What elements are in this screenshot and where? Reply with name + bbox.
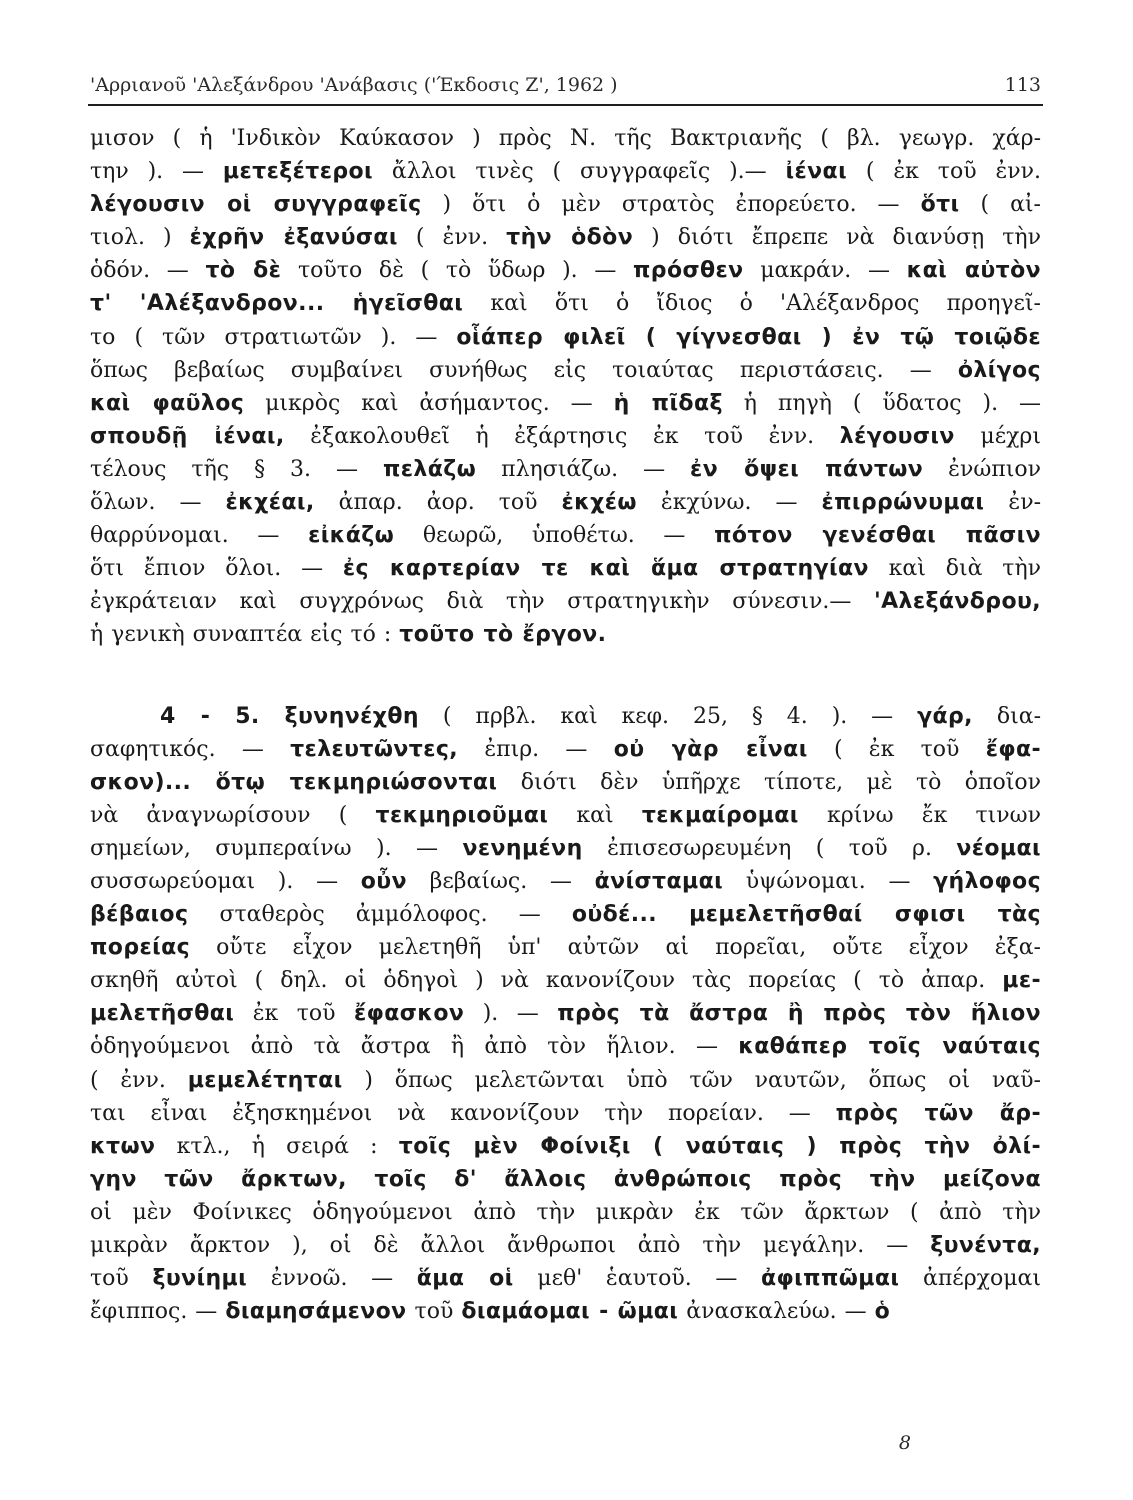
lemma-term: κτων	[90, 1133, 156, 1159]
gloss-text: θαρρύνομαι. —	[90, 523, 309, 549]
gloss-text: ) ὅπως μελετῶνται ὑπὸ τῶν ναυτῶν, ὅπως οἱ ναῦ-	[342, 1067, 1041, 1093]
lemma-term: ἔφασκον	[354, 1001, 465, 1027]
lemma-term: ὀλίγος	[957, 357, 1041, 383]
lemma-term: ὅτι	[920, 192, 960, 218]
lemma-term: 'Αλεξάνδρου,	[873, 589, 1041, 615]
lemma-term: πρόσθεν	[633, 258, 744, 284]
gloss-text: το ( τῶν στρατιωτῶν ). —	[90, 324, 457, 350]
text-line	[90, 1196, 1041, 1229]
text-line	[90, 1130, 1041, 1163]
text-line	[90, 618, 1041, 651]
lemma-term: πρὸς τὰ ἄστρα ἢ πρὸς τὸν ἥλιον	[557, 1001, 1041, 1027]
lemma-term: τεκμηριοῦμαι	[375, 802, 549, 828]
lemma-term: ἅμα οἱ	[416, 1266, 514, 1292]
text-line	[90, 552, 1041, 585]
lemma-term: λέγουσιν	[839, 423, 955, 449]
gloss-text: ἐξακολουθεῖ ἡ ἐξάρτησις ἐκ τοῦ ἐνν.	[284, 423, 840, 449]
lemma-term: με-	[1002, 968, 1041, 994]
gloss-text: ἄλλοι τινὲς ( συγγραφεῖς ).—	[373, 159, 786, 185]
lemma-term: πορείας	[90, 935, 191, 961]
lemma-term: ἀφιππῶμαι	[761, 1266, 900, 1292]
gloss-text: τιολ. )	[90, 225, 190, 251]
text-line	[90, 387, 1041, 420]
lemma-term: ἰέναι	[785, 159, 848, 185]
text-line	[90, 254, 1041, 287]
text-line	[90, 453, 1041, 486]
lemma-term: γάρ,	[917, 703, 973, 729]
paragraph-glossary-2	[90, 700, 1041, 1329]
text-line	[90, 519, 1041, 552]
gloss-text: θεωρῶ, ὑποθέτω. —	[394, 523, 715, 549]
text-line	[90, 122, 1041, 155]
text-line	[90, 1030, 1041, 1063]
text-line	[90, 1097, 1041, 1130]
text-line	[90, 420, 1041, 453]
gloss-text: σκηθῆ αὐτοὶ ( δηλ. οἱ ὁδηγοὶ ) νὰ κανονίζουν τὰς πορείας ( τὸ ἀπαρ.	[90, 968, 1003, 994]
text-line	[90, 931, 1041, 964]
gloss-text: ἀπέρχομαι	[899, 1266, 1041, 1292]
gloss-text: καὶ διὰ τὴν	[868, 556, 1042, 582]
text-line	[90, 1064, 1041, 1097]
lemma-term: ἐκχέω	[561, 490, 637, 516]
text-line	[90, 865, 1041, 898]
gloss-text: ὅτι ἔπιον ὅλοι. —	[90, 556, 343, 582]
gloss-text: ( ἐκ τοῦ ἐνν.	[847, 159, 1042, 185]
text-line	[90, 1262, 1041, 1295]
gloss-text: ( ἐνν.	[90, 1067, 188, 1093]
header-page-number: 113	[1004, 74, 1041, 96]
gloss-text: ἀνασκαλεύω. —	[678, 1299, 875, 1325]
lemma-term: ἐχρῆν ἐξανύσαι	[189, 225, 398, 251]
signature-mark: 8	[898, 1432, 911, 1454]
lemma-term: ἡ πῖδαξ	[613, 390, 723, 416]
gloss-text: οἱ μὲν Φοίνικες ὁδηγούμενοι ἀπὸ τὴν μικρὰν ἐκ τῶν ἄρκτων ( ἀπὸ τὴν	[90, 1199, 1041, 1225]
text-line	[90, 1229, 1041, 1262]
text-line	[90, 1295, 1041, 1328]
gloss-text: τοῦ	[406, 1299, 462, 1325]
lemma-term: τεκμαίρομαι	[641, 802, 799, 828]
lemma-term: ἐν ὄψει πάντων	[690, 456, 924, 482]
gloss-text: ἐπιρ. —	[458, 736, 614, 762]
text-line	[90, 287, 1041, 320]
paragraph-gap	[90, 652, 1041, 700]
gloss-text: ( ἐκ τοῦ	[807, 736, 986, 762]
text-line	[90, 321, 1041, 354]
gloss-text: νὰ ἀναγνωρίσουν (	[90, 802, 376, 828]
lemma-term: ξυνίημι	[152, 1266, 248, 1292]
gloss-text: τέλους τῆς § 3. —	[90, 456, 383, 482]
gloss-text: τοῦτο δὲ ( τὸ ὕδωρ ). —	[281, 258, 633, 284]
text-line	[90, 964, 1041, 997]
lemma-term: εἰκάζω	[308, 523, 395, 549]
gloss-text: ( αἰ-	[959, 192, 1041, 218]
lemma-term: ξυνέντα,	[930, 1233, 1041, 1258]
gloss-text: ὅπως βεβαίως συμβαίνει συνήθως εἰς τοιαύτας περιστάσεις. —	[90, 357, 958, 383]
lemma-term: ἀνίσταμαι	[594, 868, 724, 894]
gloss-text: δια-	[972, 703, 1042, 729]
gloss-text: σταθερὸς ἀμμόλοφος. —	[188, 902, 572, 928]
gloss-text: μέχρι	[954, 423, 1041, 449]
gloss-text: ἐπισεσωρευμένη ( τοῦ ρ.	[582, 835, 957, 861]
gloss-text: βεβαίως. —	[406, 868, 595, 894]
gloss-text: ὁδόν. —	[90, 258, 206, 284]
lemma-term: ἐπιρρώνυμαι	[821, 490, 985, 516]
lemma-term: οὖν	[360, 868, 407, 894]
lemma-term: μελετῆσθαι	[90, 1001, 235, 1027]
lemma-term: τὴν ὁδὸν	[506, 225, 634, 251]
lemma-term: διαμάομαι - ῶμαι	[461, 1299, 679, 1325]
lemma-term: οἷάπερ φιλεῖ ( γίγνεσθαι ) ἐν τῷ τοιῷδε	[456, 324, 1042, 350]
gloss-text: ἀπαρ. ἀορ. τοῦ	[314, 490, 562, 516]
gloss-text: καὶ ὅτι ὁ ἴδιος ὁ 'Αλέξανδρος προηγεῖ-	[463, 291, 1041, 317]
text-line	[90, 700, 1041, 733]
lemma-term: σκον)... ὅτῳ τεκμηριώσονται	[90, 769, 498, 795]
gloss-text: ) ὅτι ὁ μὲν στρατὸς ἐπορεύετο. —	[421, 192, 921, 218]
text-line	[90, 997, 1041, 1030]
text-line	[90, 354, 1041, 387]
header-rule	[88, 104, 1043, 106]
lemma-term: οὐδέ... μεμελετῆσθαί σφισι τὰς	[571, 902, 1041, 928]
paragraph-glossary-1	[90, 122, 1041, 652]
gloss-text: ἐνώπιον	[923, 456, 1041, 482]
lemma-term: ἐκχέαι,	[225, 490, 315, 516]
header-title: 'Αρριανοῦ 'Αλεξάνδρου 'Ανάβασις ('Έκδοσις Ζ', 1962 )	[90, 74, 618, 96]
text-line	[90, 585, 1041, 618]
body-text	[90, 122, 1041, 1328]
text-line	[90, 799, 1041, 832]
lemma-term: 4 - 5. ξυνηνέχθη	[160, 703, 419, 729]
lemma-term: λέγουσιν οἱ συγγραφεῖς	[90, 192, 422, 218]
gloss-text: την ). —	[90, 159, 223, 185]
gloss-text: κρίνω ἔκ τινων	[798, 802, 1041, 828]
text-line	[90, 221, 1041, 254]
text-line	[90, 832, 1041, 865]
running-header	[90, 74, 1041, 96]
gloss-text: ἔφιππος. —	[90, 1299, 226, 1325]
lemma-term: μετεξέτεροι	[222, 159, 374, 185]
lemma-term: τελευτῶντες,	[290, 736, 459, 762]
gloss-text: ἐν-	[984, 490, 1042, 516]
lemma-term: οὐ γὰρ εἶναι	[613, 736, 808, 762]
lemma-term: μεμελέτηται	[187, 1067, 343, 1093]
lemma-term: γήλοφος	[933, 868, 1042, 894]
gloss-text: ἐκχύνω. —	[636, 490, 822, 516]
gloss-text: ἐγκράτειαν καὶ συγχρόνως διὰ τὴν στρατηγικὴν σύνεσιν.—	[90, 589, 874, 615]
gloss-text: ) διότι ἔπρεπε νὰ διανύσῃ τὴν	[633, 225, 1041, 251]
text-line	[90, 188, 1041, 221]
lemma-term: τοῦτο τὸ ἔργον.	[399, 622, 607, 648]
lemma-term: βέβαιος	[90, 902, 189, 928]
lemma-term: ἐς καρτερίαν τε καὶ ἅμα στρατηγίαν	[342, 556, 869, 582]
lemma-term: πελάζω	[382, 456, 477, 482]
gloss-text: συσσωρεύομαι ). —	[90, 868, 361, 894]
gloss-text: διότι δὲν ὑπῆρχε τίποτε, μὲ τὸ ὁποῖον	[497, 769, 1041, 795]
gloss-text: ται εἶναι ἐξησκημένοι νὰ κανονίζουν τὴν πορείαν. —	[90, 1100, 836, 1126]
text-line	[90, 155, 1041, 188]
gloss-text: σημείων, συμπεραίνω ). —	[90, 835, 463, 861]
gloss-text: μικρὸς καὶ ἀσήμαντος. —	[244, 390, 614, 416]
lemma-term: γην τῶν ἄρκτων, τοῖς δ' ἄλλοις ἀνθρώποις πρὸς τὴν μείζονα	[90, 1166, 1041, 1192]
text-line	[90, 1163, 1041, 1196]
lemma-term: σπουδῇ ἰέναι,	[90, 423, 285, 449]
gloss-text: ὑψώνομαι. —	[723, 868, 934, 894]
gloss-text: ( ἐνν.	[397, 225, 507, 251]
text-line	[90, 766, 1041, 799]
gloss-text: ἐννοῶ. —	[247, 1266, 417, 1292]
lemma-term: καὶ αὐτὸν	[906, 258, 1041, 284]
text-line	[90, 898, 1041, 931]
gloss-text: μεθ' ἑαυτοῦ. —	[513, 1266, 762, 1292]
gloss-text: ἐκ τοῦ	[234, 1001, 354, 1027]
lemma-term: καὶ φαῦλος	[90, 390, 245, 416]
gloss-text: μικρὰν ἄρκτον ), οἱ δὲ ἄλλοι ἄνθρωποι ἀπὸ τὴν μεγάλην. —	[90, 1233, 931, 1258]
text-line	[90, 733, 1041, 766]
gloss-text: καὶ	[548, 802, 642, 828]
lemma-term: τὸ δὲ	[205, 258, 282, 284]
gloss-text: μακράν. —	[743, 258, 907, 284]
gloss-text: σαφητικός. —	[90, 736, 291, 762]
gloss-text: ( πρβλ. καὶ κεφ. 25, § 4. ). —	[418, 703, 918, 729]
gloss-text: ὅλων. —	[90, 490, 226, 516]
text-line	[90, 486, 1041, 519]
lemma-term: τοῖς μὲν Φοίνιξι ( ναύταις ) πρὸς τὴν ὀλί-	[398, 1133, 1041, 1159]
gloss-text: μισον ( ἡ 'Ινδικὸν Καύκασον ) πρὸς Ν. τῆς Βακτριανῆς ( βλ. γεωγρ. χάρ-	[90, 126, 1041, 151]
lemma-term: καθάπερ τοῖς ναύταις	[738, 1034, 1041, 1060]
lemma-term: πότον γενέσθαι πᾶσιν	[714, 523, 1041, 549]
gloss-text: πλησιάζω. —	[476, 456, 691, 482]
lemma-term: πρὸς τῶν ἄρ-	[835, 1100, 1041, 1126]
lemma-term: διαμησάμενον	[225, 1299, 407, 1325]
gloss-text: ἡ γενικὴ συναπτέα εἰς τό :	[90, 622, 400, 648]
gloss-text: ὁδηγούμενοι ἀπὸ τὰ ἄστρα ἢ ἀπὸ τὸν ἥλιον. —	[90, 1034, 739, 1060]
lemma-term: ὁ	[874, 1299, 891, 1325]
gloss-text: ἡ πηγὴ ( ὕδατος ). —	[722, 390, 1042, 416]
gloss-text: οὔτε εἶχον μελετηθῆ ὑπ' αὐτῶν αἱ πορεῖαι, οὔτε εἶχον ἐξα-	[190, 935, 1041, 961]
lemma-term: νενημένη	[462, 835, 583, 861]
lemma-term: ἔφα-	[985, 736, 1041, 762]
gloss-text: τοῦ	[90, 1266, 153, 1292]
gloss-text: κτλ., ἡ σειρά :	[155, 1133, 399, 1159]
lemma-term: νέομαι	[956, 835, 1042, 861]
lemma-term: τ' 'Αλέξανδρον... ἡγεῖσθαι	[90, 291, 464, 317]
gloss-text: ). —	[464, 1001, 558, 1027]
